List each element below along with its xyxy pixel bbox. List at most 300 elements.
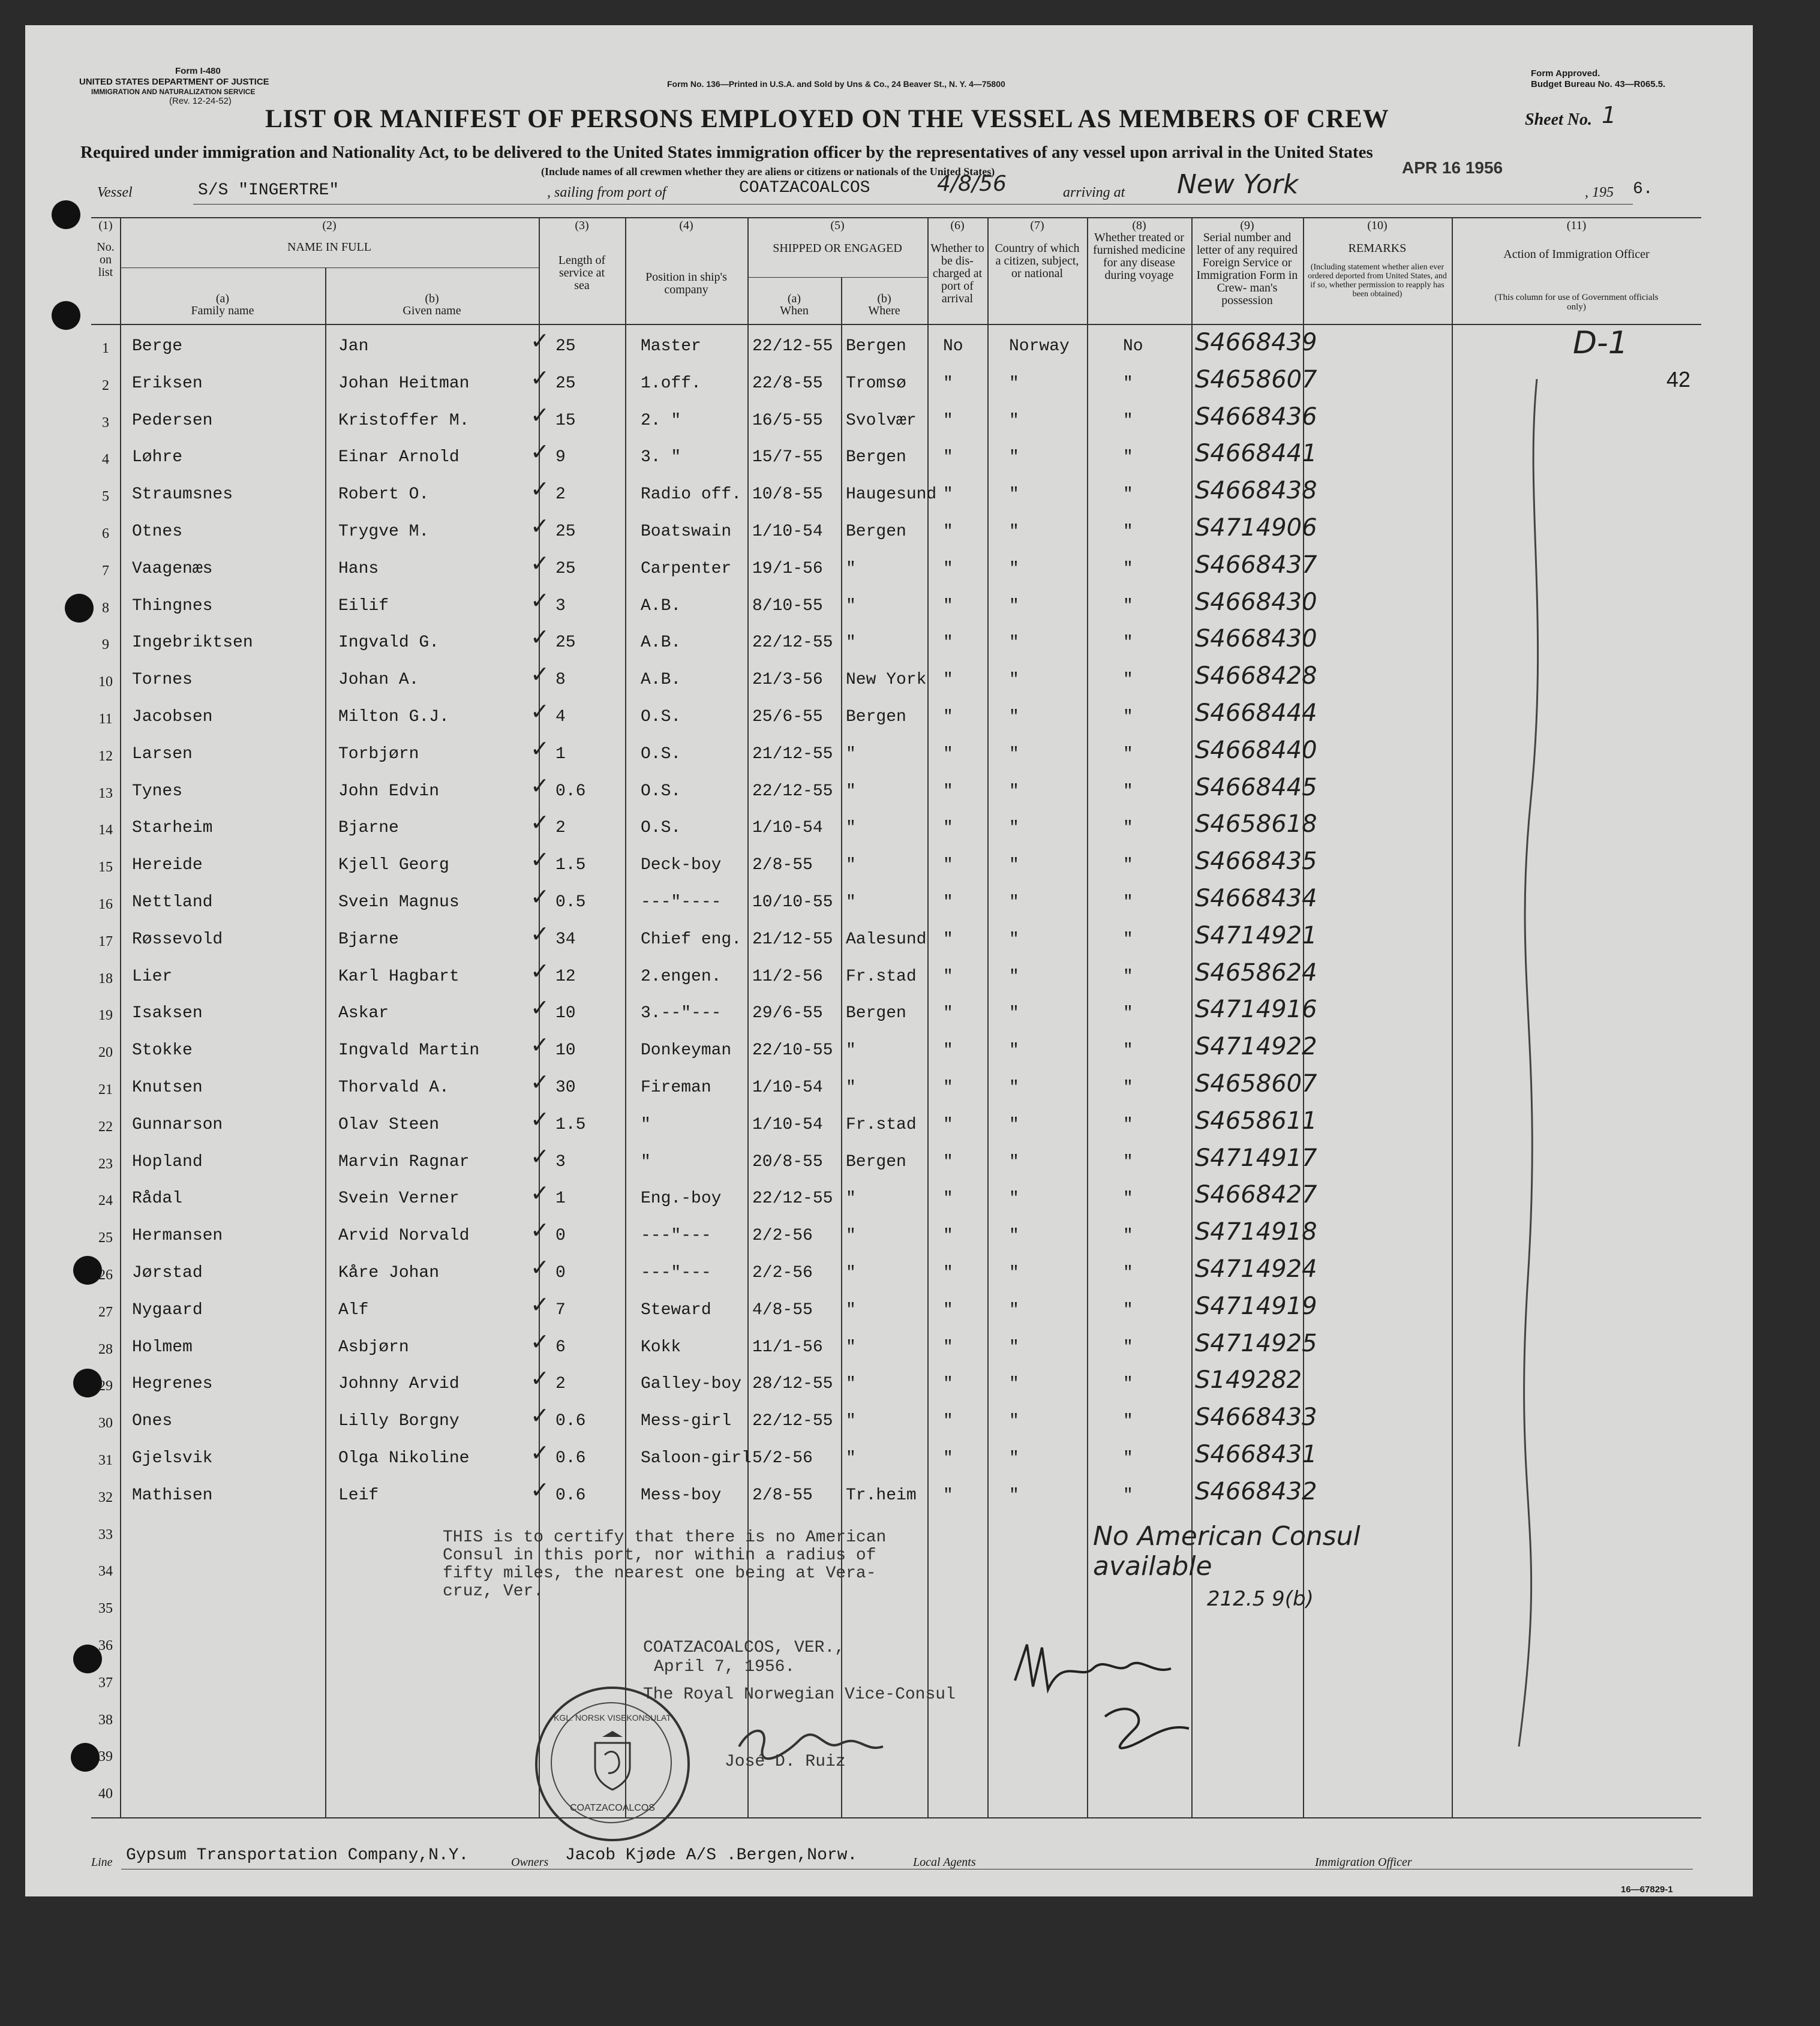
discharge-status: " <box>943 1227 953 1245</box>
nationality: " <box>1009 782 1019 801</box>
shipped-when: 20/8-55 <box>752 1153 823 1171</box>
nationality: " <box>1009 1449 1019 1468</box>
nationality: " <box>1009 522 1019 541</box>
sailing-date: 4/8/56 <box>937 172 1007 196</box>
shipped-when: 22/12-55 <box>752 782 833 801</box>
ship-position: ---"--- <box>641 1264 711 1282</box>
row-number: 21 <box>98 1082 113 1098</box>
shipped-when: 2/8-55 <box>752 856 813 874</box>
nationality: " <box>1009 633 1019 652</box>
discharge-status: " <box>943 967 953 986</box>
family-name: Nygaard <box>132 1301 203 1319</box>
shipped-where: " <box>846 1338 856 1357</box>
row-number: 26 <box>98 1267 113 1283</box>
given-name: Kjell Georg <box>338 856 449 874</box>
table-top-rule <box>91 217 1701 218</box>
shipped-where: " <box>846 745 856 763</box>
col-rule <box>1452 217 1453 1817</box>
family-name: Straumsnes <box>132 485 233 504</box>
given-name: Johan Heitman <box>338 374 470 393</box>
ship-position: 1.off. <box>641 374 701 393</box>
row-number: 13 <box>98 786 113 801</box>
medicine-status: " <box>1123 1153 1133 1171</box>
service-name: IMMIGRATION AND NATURALIZATION SERVICE <box>91 88 256 96</box>
given-name: Johnny Arvid <box>338 1375 459 1393</box>
shipped-where: Svolvær <box>846 411 917 430</box>
family-name: Otnes <box>132 522 183 541</box>
row-number: 31 <box>98 1453 113 1468</box>
length-of-service: 1 <box>555 745 566 763</box>
discharge-status: " <box>943 374 953 393</box>
ship-position: Deck-boy <box>641 856 722 874</box>
discharge-status: " <box>943 411 953 430</box>
col-remarks-note: (Including statement whether alien ever ordered deported from United States, and if so, whether permission to reapply has been obtained) <box>1308 263 1447 299</box>
norwegian-lion-crest-icon <box>590 1731 635 1791</box>
discharge-status: " <box>943 1153 953 1171</box>
discharge-status: " <box>943 633 953 652</box>
serial-number: S4714922 <box>1195 1033 1317 1060</box>
ship-position: O.S. <box>641 819 681 837</box>
arrival-stamp: APR 16 1956 <box>1402 158 1503 177</box>
discharge-status: " <box>943 1338 953 1357</box>
serial-number: S4668435 <box>1195 847 1317 875</box>
table-bottom-rule <box>91 1817 1701 1818</box>
department-name: UNITED STATES DEPARTMENT OF JUSTICE <box>79 77 269 87</box>
length-of-service: 25 <box>555 633 576 652</box>
row-number: 39 <box>98 1749 113 1765</box>
nationality: " <box>1009 374 1019 393</box>
length-of-service: 2 <box>555 485 566 504</box>
nationality: " <box>1009 1375 1019 1393</box>
medicine-status: " <box>1123 967 1133 986</box>
shipped-when: 21/3-56 <box>752 671 823 689</box>
line-label: Line <box>91 1856 113 1869</box>
check-mark-icon: ✓ <box>530 1439 549 1466</box>
shipped-where: " <box>846 633 856 652</box>
medicine-status: " <box>1123 522 1133 541</box>
shipped-when: 21/12-55 <box>752 745 833 763</box>
col-where-b: (b) <box>877 292 891 305</box>
given-name: Einar Arnold <box>338 448 459 467</box>
discharge-status: " <box>943 745 953 763</box>
discharge-status: " <box>943 1116 953 1134</box>
nationality: " <box>1009 1486 1019 1505</box>
shipped-when: 28/12-55 <box>752 1375 833 1393</box>
serial-number: S4714917 <box>1195 1144 1317 1172</box>
family-name: Hermansen <box>132 1227 223 1245</box>
sailing-port: COATZACOALCOS <box>739 179 870 197</box>
length-of-service: 34 <box>555 930 576 949</box>
family-name: Hegrenes <box>132 1375 213 1393</box>
discharge-status: " <box>943 1078 953 1097</box>
ship-position: Saloon-girl <box>641 1449 752 1468</box>
check-mark-icon: ✓ <box>530 735 549 762</box>
check-mark-icon: ✓ <box>530 846 549 873</box>
check-mark-icon: ✓ <box>530 1069 549 1095</box>
discharge-status: " <box>943 930 953 949</box>
shipped-when: 25/6-55 <box>752 708 823 726</box>
year-digit: 6. <box>1633 180 1653 199</box>
col-action-note: (This column for use of Government officials only) <box>1494 293 1659 312</box>
shipped-when: 1/10-54 <box>752 819 823 837</box>
family-name: Røssevold <box>132 930 223 949</box>
col-position: Position in ship's company <box>645 270 727 296</box>
row-number: 29 <box>98 1378 113 1394</box>
discharge-status: " <box>943 1412 953 1430</box>
vessel-name: S/S "INGERTRE" <box>198 181 340 200</box>
shipped-when: 2/2-56 <box>752 1227 813 1245</box>
check-mark-icon: ✓ <box>530 772 549 799</box>
shipped-where: Fr.stad <box>846 1116 917 1134</box>
family-name: Knutsen <box>132 1078 203 1097</box>
col-10-number: (10) <box>1367 219 1387 232</box>
row-number: 27 <box>98 1304 113 1320</box>
check-mark-icon: ✓ <box>530 1143 549 1170</box>
col-country: Country of which a citizen, subject, or national <box>995 242 1080 280</box>
family-name: Vaagenæs <box>132 560 213 578</box>
given-name: Torbjørn <box>338 745 419 763</box>
medicine-status: " <box>1123 1301 1133 1319</box>
row-number: 23 <box>98 1156 113 1172</box>
serial-number: S4668438 <box>1195 477 1317 504</box>
col-given-name: Given name <box>403 304 461 317</box>
family-name: Tynes <box>132 782 183 801</box>
check-mark-icon: ✓ <box>530 1180 549 1206</box>
binder-hole <box>52 200 80 229</box>
medicine-status: " <box>1123 1078 1133 1097</box>
discharge-status: " <box>943 819 953 837</box>
given-name: Bjarne <box>338 819 399 837</box>
header-bottom-rule <box>91 324 1701 325</box>
row-number: 11 <box>98 711 113 727</box>
row-number: 40 <box>98 1786 113 1802</box>
col-9-number: (9) <box>1240 219 1254 232</box>
certificate-name: José D. Ruiz <box>725 1753 846 1771</box>
row-number: 5 <box>102 489 109 504</box>
ship-position: 3. " <box>641 448 681 467</box>
line-value: Gypsum Transportation Company,N.Y. <box>126 1846 469 1865</box>
row-number: 28 <box>98 1342 113 1357</box>
shipped-when: 10/10-55 <box>752 893 833 912</box>
shipped-where: " <box>846 1449 856 1468</box>
ship-position: O.S. <box>641 745 681 763</box>
serial-number: S4668433 <box>1195 1403 1317 1431</box>
certificate-place: COATZACOALCOS, VER., <box>643 1639 845 1657</box>
shipped-when: 2/8-55 <box>752 1486 813 1505</box>
discharge-status: " <box>943 1301 953 1319</box>
ship-position: O.S. <box>641 708 681 726</box>
col-rule <box>325 267 326 1817</box>
ship-position: Mess-girl <box>641 1412 732 1430</box>
shipped-where: " <box>846 1078 856 1097</box>
medicine-status: " <box>1123 633 1133 652</box>
row-number: 32 <box>98 1490 113 1505</box>
given-name: Hans <box>338 560 379 578</box>
col-rule <box>927 217 929 1817</box>
shipped-when: 1/10-54 <box>752 1078 823 1097</box>
medicine-status: " <box>1123 893 1133 912</box>
length-of-service: 25 <box>555 337 576 356</box>
row-number: 14 <box>98 822 113 838</box>
length-of-service: 3 <box>555 1153 566 1171</box>
check-mark-icon: ✓ <box>530 921 549 947</box>
binder-hole <box>52 301 80 330</box>
given-name: Lilly Borgny <box>338 1412 459 1430</box>
shipped-where: " <box>846 819 856 837</box>
nationality: " <box>1009 1078 1019 1097</box>
length-of-service: 0.6 <box>555 1486 586 1505</box>
serial-number: S4668428 <box>1195 662 1317 690</box>
family-name: Løhre <box>132 448 183 467</box>
shipped-when: 22/12-55 <box>752 337 833 356</box>
row-number: 15 <box>98 859 113 875</box>
include-note: (Include names of all crewmen whether they are aliens or citizens or nationals of the United States) <box>541 166 995 178</box>
check-mark-icon: ✓ <box>530 994 549 1021</box>
shipped-where: " <box>846 1264 856 1282</box>
check-mark-icon: ✓ <box>530 1291 549 1318</box>
col-length-service: Length of service at sea <box>558 254 606 292</box>
discharge-status: " <box>943 1486 953 1505</box>
family-name: Holmem <box>132 1338 193 1357</box>
serial-number: S4714906 <box>1195 514 1317 542</box>
nationality: " <box>1009 560 1019 578</box>
budget-bureau: Budget Bureau No. 43—R065.5. <box>1531 79 1666 89</box>
certificate-consul: The Royal Norwegian Vice-Consul <box>643 1685 956 1704</box>
ship-position: A.B. <box>641 671 681 689</box>
handwritten-section-code: 212.5 9(b) <box>1207 1587 1314 1611</box>
check-mark-icon: ✓ <box>530 327 549 354</box>
serial-number: S4668430 <box>1195 625 1317 653</box>
medicine-status: " <box>1123 1412 1133 1430</box>
ship-position: Master <box>641 337 701 356</box>
row-number: 3 <box>102 415 109 431</box>
ship-position: Steward <box>641 1301 711 1319</box>
ship-position: Boatswain <box>641 522 732 541</box>
ship-position: Fireman <box>641 1078 711 1097</box>
check-mark-icon: ✓ <box>530 550 549 576</box>
serial-number: S4668444 <box>1195 699 1317 727</box>
col-3-number: (3) <box>575 219 589 232</box>
shipped-when: 16/5-55 <box>752 411 823 430</box>
length-of-service: 3 <box>555 597 566 615</box>
shipped-where: " <box>846 1041 856 1060</box>
check-mark-icon: ✓ <box>530 1365 549 1391</box>
given-name: Kåre Johan <box>338 1264 440 1282</box>
ship-position: " <box>641 1153 651 1171</box>
check-mark-icon: ✓ <box>530 365 549 391</box>
nationality: " <box>1009 1301 1019 1319</box>
serial-number: S4658618 <box>1195 810 1317 838</box>
given-name: Svein Magnus <box>338 893 459 912</box>
shipped-where: " <box>846 597 856 615</box>
length-of-service: 1.5 <box>555 1116 586 1134</box>
revision-date: (Rev. 12-24-52) <box>169 96 232 106</box>
ship-position: Eng.-boy <box>641 1189 722 1208</box>
medicine-status: " <box>1123 1041 1133 1060</box>
col-rule <box>987 217 989 1817</box>
check-mark-icon: ✓ <box>530 1477 549 1503</box>
ship-position: Mess-boy <box>641 1486 722 1505</box>
owners-label: Owners <box>511 1856 549 1869</box>
row-number: 19 <box>98 1008 113 1023</box>
col-remarks: REMARKS <box>1348 242 1407 255</box>
shipped-when: 4/8-55 <box>752 1301 813 1319</box>
serial-number: S4668439 <box>1195 329 1317 356</box>
discharge-status: " <box>943 448 953 467</box>
nationality: " <box>1009 708 1019 726</box>
length-of-service: 4 <box>555 708 566 726</box>
family-name: Lier <box>132 967 173 986</box>
given-name: Arvid Norvald <box>338 1227 470 1245</box>
shipped-when: 22/12-55 <box>752 633 833 652</box>
serial-number: S4714925 <box>1195 1330 1317 1357</box>
row-number: 24 <box>98 1193 113 1209</box>
length-of-service: 8 <box>555 671 566 689</box>
row-number: 10 <box>98 674 113 690</box>
col-5-number: (5) <box>830 219 845 232</box>
nationality: " <box>1009 1189 1019 1208</box>
col-7-number: (7) <box>1030 219 1044 232</box>
col-11-number: (11) <box>1566 219 1587 232</box>
length-of-service: 30 <box>555 1078 576 1097</box>
nationality: " <box>1009 1264 1019 1282</box>
family-name: Hopland <box>132 1153 203 1171</box>
discharge-status: " <box>943 1264 953 1282</box>
medicine-status: " <box>1123 448 1133 467</box>
shipped-when: 22/8-55 <box>752 374 823 393</box>
given-name: Asbjørn <box>338 1338 409 1357</box>
medicine-status: " <box>1123 671 1133 689</box>
col-4-number: (4) <box>679 219 693 232</box>
length-of-service: 15 <box>555 411 576 430</box>
row-number: 2 <box>102 378 109 393</box>
discharge-status: No <box>943 337 963 356</box>
arriving-label: arriving at <box>1063 185 1125 200</box>
medicine-status: " <box>1123 1264 1133 1282</box>
nationality: " <box>1009 1412 1019 1430</box>
sheet-label: Sheet No. <box>1525 110 1592 129</box>
medicine-status: " <box>1123 1004 1133 1023</box>
serial-number: S4658607 <box>1195 1070 1317 1098</box>
serial-number: S4714918 <box>1195 1218 1317 1246</box>
nationality: " <box>1009 1227 1019 1245</box>
check-mark-icon: ✓ <box>530 958 549 984</box>
shipped-when: 29/6-55 <box>752 1004 823 1023</box>
medicine-status: " <box>1123 856 1133 874</box>
shipped-when: 1/10-54 <box>752 522 823 541</box>
family-name: Eriksen <box>132 374 203 393</box>
nationality: " <box>1009 597 1019 615</box>
ship-position: Kokk <box>641 1338 681 1357</box>
col-8-number: (8) <box>1132 219 1146 232</box>
given-name: Trygve M. <box>338 522 430 541</box>
shipped-where: " <box>846 1375 856 1393</box>
family-name: Ingebriktsen <box>132 633 253 652</box>
nationality: " <box>1009 1338 1019 1357</box>
ship-position: A.B. <box>641 633 681 652</box>
ship-position: 2. " <box>641 411 681 430</box>
shipped-when: 1/10-54 <box>752 1116 823 1134</box>
ship-position: ---"---- <box>641 893 722 912</box>
family-name: Jacobsen <box>132 708 213 726</box>
serial-number: S4668432 <box>1195 1478 1317 1505</box>
length-of-service: 25 <box>555 522 576 541</box>
shipped-where: Tr.heim <box>846 1486 917 1505</box>
col-discharged: Whether to be dis- charged at port of arrival <box>930 242 984 305</box>
check-mark-icon: ✓ <box>530 476 549 502</box>
serial-number: S4668436 <box>1195 403 1317 431</box>
shipped-subhead-rule <box>747 277 927 278</box>
shipped-where: " <box>846 1189 856 1208</box>
check-mark-icon: ✓ <box>530 883 549 910</box>
nationality: " <box>1009 745 1019 763</box>
row-number: 37 <box>98 1675 113 1691</box>
length-of-service: 1.5 <box>555 856 586 874</box>
col-rule <box>841 277 842 1817</box>
family-name: Isaksen <box>132 1004 203 1023</box>
serial-number: S4714924 <box>1195 1255 1317 1283</box>
medicine-status: " <box>1123 819 1133 837</box>
shipped-when: 15/7-55 <box>752 448 823 467</box>
discharge-status: " <box>943 1004 953 1023</box>
serial-number: S4714916 <box>1195 996 1317 1023</box>
shipped-when: 5/2-56 <box>752 1449 813 1468</box>
form-number: Form I-480 <box>175 66 221 76</box>
discharge-status: " <box>943 856 953 874</box>
nationality: " <box>1009 893 1019 912</box>
length-of-service: 9 <box>555 448 566 467</box>
given-name: Svein Verner <box>338 1189 459 1208</box>
shipped-where: Bergen <box>846 448 906 467</box>
nationality: " <box>1009 1116 1019 1134</box>
name-subhead-rule <box>120 267 540 268</box>
given-name: Jan <box>338 337 369 356</box>
shipped-where: Bergen <box>846 1004 906 1023</box>
shipped-where: Haugesund <box>846 485 937 504</box>
shipped-where: Aalesund <box>846 930 927 949</box>
discharge-status: " <box>943 597 953 615</box>
serial-number: S149282 <box>1195 1366 1302 1394</box>
immigration-officer-label: Immigration Officer <box>1315 1856 1412 1869</box>
medicine-status: " <box>1123 1449 1133 1468</box>
given-name: Milton G.J. <box>338 708 449 726</box>
given-name: Eilif <box>338 597 389 615</box>
col-family-name: Family name <box>191 304 254 317</box>
serial-number: S4668427 <box>1195 1181 1317 1209</box>
serial-number: S4668445 <box>1195 774 1317 801</box>
handwritten-note-available: available <box>1093 1551 1212 1582</box>
shipped-when: 8/10-55 <box>752 597 823 615</box>
check-mark-icon: ✓ <box>530 1402 549 1429</box>
serial-number: S4668441 <box>1195 440 1317 467</box>
action-mark-count: 42 <box>1666 367 1691 392</box>
ship-position: Galley-boy <box>641 1375 742 1393</box>
row-number: 34 <box>98 1564 113 1579</box>
discharge-status: " <box>943 1041 953 1060</box>
given-name: Bjarne <box>338 930 399 949</box>
shipped-where: " <box>846 560 856 578</box>
family-name: Rådal <box>132 1189 183 1208</box>
given-name: Ingvald G. <box>338 633 440 652</box>
check-mark-icon: ✓ <box>530 809 549 835</box>
given-name: Marvin Ragnar <box>338 1153 470 1171</box>
length-of-service: 0 <box>555 1264 566 1282</box>
nationality: " <box>1009 819 1019 837</box>
family-name: Gunnarson <box>132 1116 223 1134</box>
certificate-line-1: THIS is to certify that there is no American <box>443 1528 887 1547</box>
nationality: " <box>1009 485 1019 504</box>
col-given-b: (b) <box>425 292 439 305</box>
